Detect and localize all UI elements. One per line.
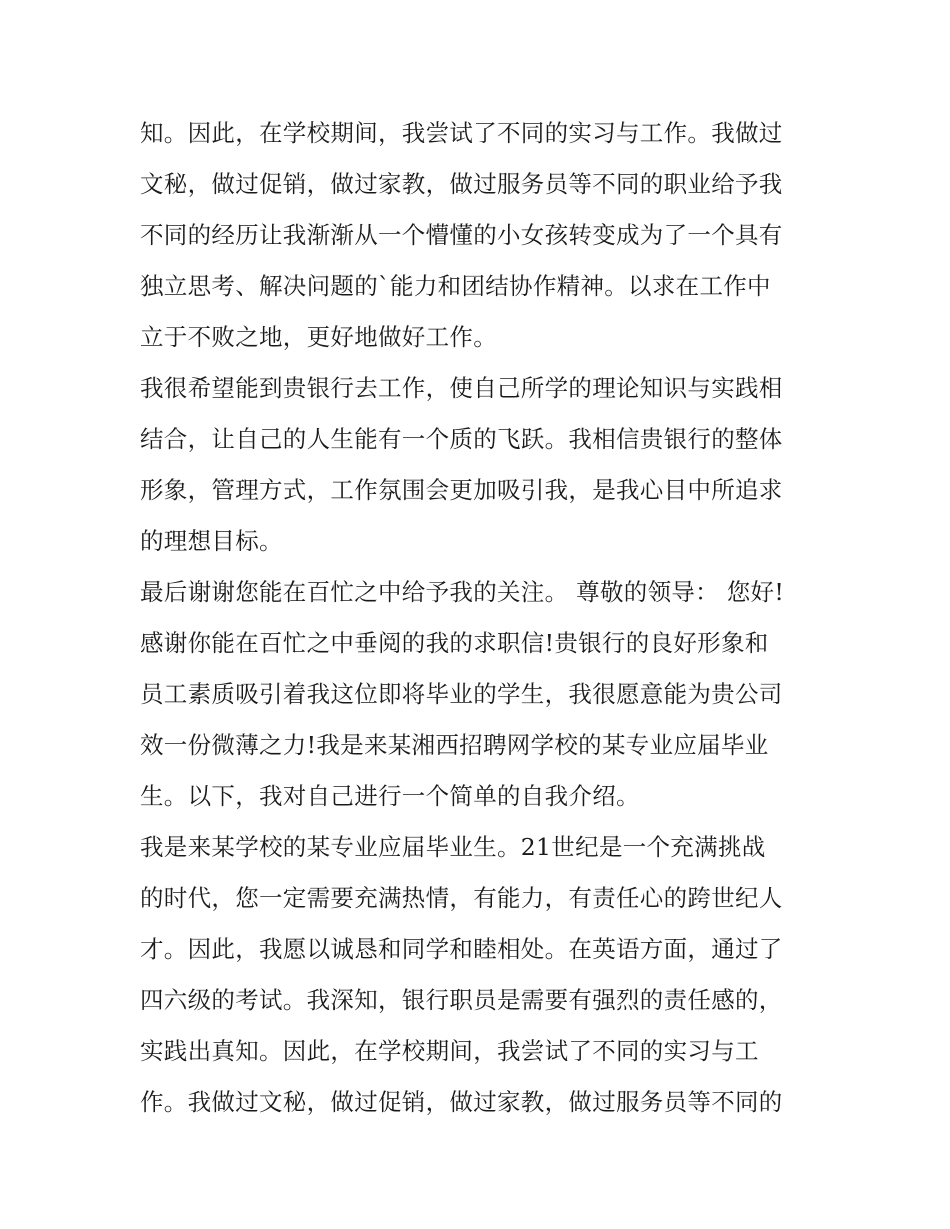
text-line: 不同的经历让我渐渐从一个懵懂的小女孩转变成为了一个具有 (140, 221, 783, 249)
text-line: 四六级的考试。我深知，银行职员是需要有强烈的责任感的， (140, 986, 783, 1014)
text-line: 的时代，您一定需要充满热情，有能力，有责任心的跨世纪人 (140, 884, 783, 912)
text-line: 结合，让自己的人生能有一个质的飞跃。我相信贵银行的整体 (140, 425, 783, 453)
text-line: 作。我做过文秘，做过促销，做过家教，做过服务员等不同的 (140, 1088, 783, 1116)
text-line: 效一份微薄之力!我是来某湘西招聘网学校的某专业应届毕业 (140, 731, 769, 759)
text-line: 我是来某学校的某专业应届毕业生。21世纪是一个充满挑战 (140, 833, 766, 861)
text-line: 的理想目标。 (140, 527, 283, 555)
text-line: 最后谢谢您能在百忙之中给予我的关注。 尊敬的领导： 您好! (140, 578, 785, 606)
body-text (140, 108, 820, 1128)
text-line: 形象，管理方式，工作氛围会更加吸引我，是我心目中所追求 (140, 476, 783, 504)
text-line: 才。因此，我愿以诚恳和同学和睦相处。在英语方面，通过了 (140, 935, 783, 963)
text-line: 实践出真知。因此，在学校期间，我尝试了不同的实习与工 (140, 1037, 759, 1065)
text-line: 独立思考、解决问题的`能力和团结协作精神。以求在工作中 (140, 272, 771, 300)
text-line: 我很希望能到贵银行去工作，使自己所学的理论知识与实践相 (140, 374, 783, 402)
text-line: 文秘，做过促销，做过家教，做过服务员等不同的职业给予我 (140, 170, 783, 198)
text-line: 员工素质吸引着我这位即将毕业的学生，我很愿意能为贵公司 (140, 680, 783, 708)
text-line: 立于不败之地，更好地做好工作。 (140, 323, 497, 351)
text-line: 感谢你能在百忙之中垂阅的我的求职信!贵银行的良好形象和 (140, 629, 769, 657)
text-line: 知。因此，在学校期间，我尝试了不同的实习与工作。我做过 (140, 119, 783, 147)
text-line: 生。以下，我对自己进行一个简单的自我介绍。 (140, 782, 640, 810)
